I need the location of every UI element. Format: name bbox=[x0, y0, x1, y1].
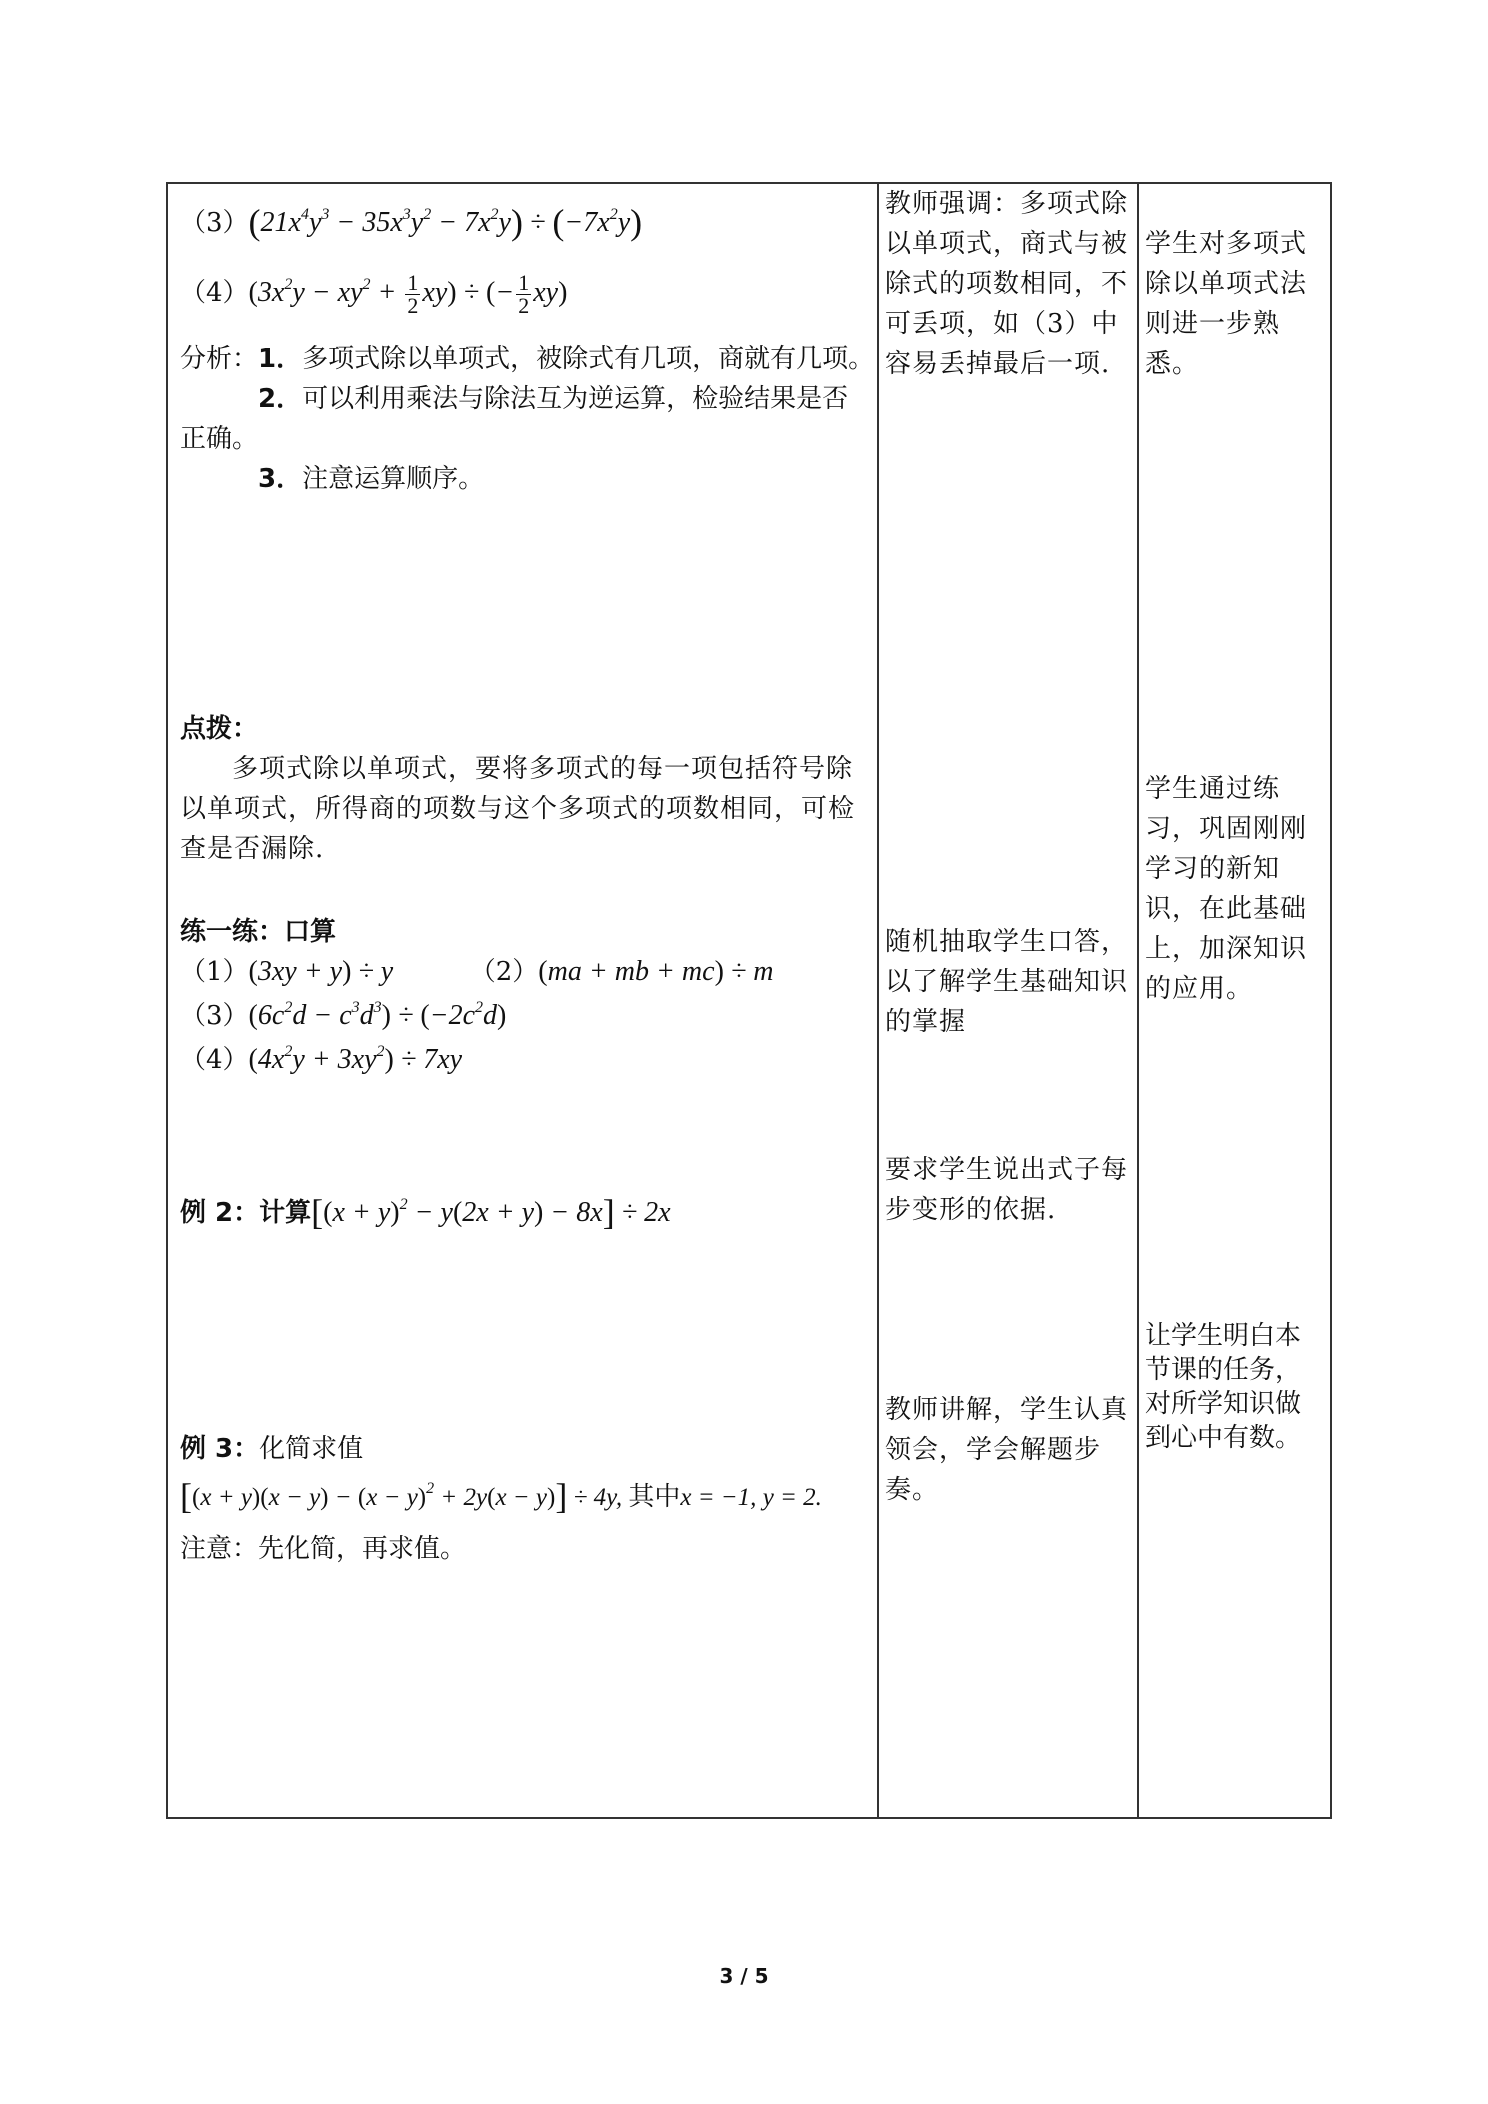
practice-row-3: $(3)(6c^2d - c^3d^3) \div (-2c^2d)$ bbox=[180, 999, 507, 1031]
analysis-line-1: 分析：1．多项式除以单项式，被除式有几项，商就有几项。 bbox=[180, 344, 875, 374]
teacher-column bbox=[885, 184, 1129, 1817]
example-3-heading: 例 3：化简求值 bbox=[180, 1434, 364, 1464]
teacher-note-3: 要求学生说出式子每步变形的依据. bbox=[885, 1155, 1129, 1225]
teacher-note-2: 随机抽取学生口答，以了解学生基础知识的掌握 bbox=[885, 927, 1129, 1037]
column-divider bbox=[877, 184, 879, 1817]
math-expression: ($3x^2y - xy^2$ + $\frac{1}{2}$ xy) ÷ (− $\frac{1}{2}$ xy) bbox=[248, 270, 568, 318]
analysis-line-2-cont: 正确。 bbox=[180, 424, 259, 454]
math-expression: (ma + mb + mc) ÷ m bbox=[538, 956, 774, 987]
analysis-line-2: 2．可以利用乘法与除法互为逆运算，检验结果是否 bbox=[258, 384, 849, 414]
math-expression: $[(x + y)^2 - y(2x + y) - 8x] \div 2x$ bbox=[311, 1192, 671, 1232]
student-column bbox=[1145, 184, 1323, 1817]
teacher-note-1: 教师强调：多项式除以单项式，商式与被除式的项数相同，不可丢项，如（3）中容易丢掉最后一项. bbox=[885, 189, 1129, 379]
practice-row-4: $(4)(4x^2y + 3xy^2) \div 7xy$ bbox=[180, 1043, 463, 1075]
content-column bbox=[180, 184, 875, 1817]
math-expression: $(4x^2y + 3xy^2) \div 7xy$ bbox=[248, 1043, 463, 1075]
math-expression: x = −1, y = 2. bbox=[680, 1484, 822, 1511]
column-divider bbox=[1137, 184, 1139, 1817]
student-note-1: 学生对多项式除以单项式法则进一步熟悉。 bbox=[1145, 229, 1308, 379]
tip-text: 多项式除以单项式，要将多项式的每一项包括符号除以单项式，所得商的项数与这个多项式的项数相同，可检查是否漏除. bbox=[180, 754, 856, 864]
student-note-3: 让学生明白本节课的任务，对所学知识做到心中有数。 bbox=[1145, 1321, 1302, 1453]
page-number: 3 / 5 bbox=[719, 1964, 769, 1988]
problem-4: $(4)(3x^2y - xy^2$ + $\frac{1}{2}$ xy) ÷ (− $\frac{1}{2}$ xy) bbox=[180, 270, 568, 318]
practice-row-1: （1）(3xy + y) ÷ y （2）(ma + mb + mc) ÷ m bbox=[180, 956, 774, 987]
math-expression: $(21x^4y^3 - 35x^3y^2 - 7x^2y) \div (-7x^2y)$ bbox=[248, 202, 643, 242]
example-3-expression: $[(x + y)(x - y) - (x - y)^2 + 2y(x - y)] \div 4y$, 其中x = −1, y = 2. bbox=[180, 1476, 822, 1516]
lesson-table bbox=[166, 182, 1332, 1819]
problem-3: $(3)(21x^4y^3 - 35x^3y^2 - 7x^2y) \div (-7x^2y)$ bbox=[180, 202, 643, 242]
teacher-note-4: 教师讲解，学生认真领会，学会解题步奏。 bbox=[885, 1395, 1129, 1505]
student-note-2: 学生通过练习，巩固刚刚学习的新知识，在此基础上，加深知识的应用。 bbox=[1145, 774, 1308, 1004]
math-expression: $(6c^2d - c^3d^3) \div (-2c^2d)$ bbox=[248, 999, 507, 1031]
practice-heading: 练一练：口算 bbox=[180, 917, 337, 947]
math-expression: $[(x + y)(x - y) - (x - y)^2 + 2y(x - y)] \div 4y$, bbox=[180, 1476, 629, 1516]
note: 注意：先化简，再求值。 bbox=[180, 1534, 467, 1564]
analysis-line-3: 3．注意运算顺序。 bbox=[258, 464, 485, 494]
tip-heading: 点拨： bbox=[180, 714, 259, 744]
example-2: 例 2：计算$[(x + y)^2 - y(2x + y) - 8x] \div 2x$ bbox=[180, 1192, 671, 1232]
math-expression: (3xy + y) ÷ y bbox=[248, 956, 394, 987]
